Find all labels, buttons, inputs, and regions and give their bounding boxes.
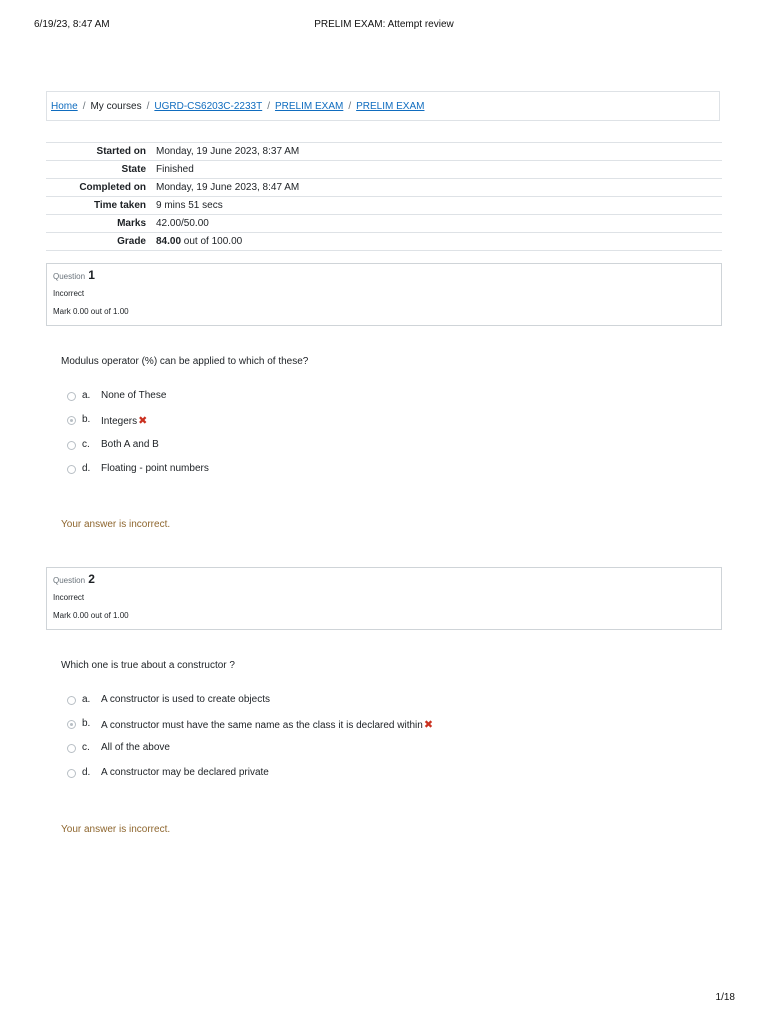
breadcrumb-separator: / [348,101,352,112]
summary-label: Started on [46,143,152,161]
option-letter: d. [82,463,91,474]
option-text-wrap [101,414,147,427]
summary-value: Monday, 19 June 2023, 8:47 AM [152,179,722,197]
incorrect-x-icon: ✖ [423,719,434,731]
radio-button[interactable] [67,441,76,450]
question-number-value: 2 [88,572,95,586]
radio-button[interactable] [67,769,76,778]
print-header [0,19,768,33]
question-state: Incorrect [53,593,85,602]
summary-value: Finished [152,161,722,179]
summary-row-marks [46,215,722,233]
question-mark: Mark 0.00 out of 1.00 [53,307,129,316]
question-number-value: 1 [88,268,95,282]
question-2-feedback: Your answer is incorrect. [61,824,171,835]
option-text: A constructor may be declared private [101,767,269,778]
option-letter: a. [82,694,91,705]
option-text: Integers [101,416,138,427]
breadcrumb-home-link[interactable]: Home [51,101,78,112]
grade-out-of: out of 100.00 [181,236,243,247]
question-number [53,572,95,586]
option-letter: a. [82,390,91,401]
summary-label: Completed on [46,179,152,197]
summary-value [152,233,722,251]
option-text: Floating - point numbers [101,463,209,474]
option-letter: c. [82,742,90,753]
page-number: 1/18 [715,992,735,1003]
question-1-text: Modulus operator (%) can be applied to which of these? [61,356,309,367]
summary-label: Time taken [46,197,152,215]
summary-label: State [46,161,152,179]
summary-row-completed-on [46,179,722,197]
option-text: A constructor must have the same name as the class it is declared within [101,720,423,731]
radio-button[interactable] [67,465,76,474]
summary-row-grade [46,233,722,251]
question-label: Question [53,272,86,281]
breadcrumb [46,91,720,121]
option-text: None of These [101,390,167,401]
breadcrumb-separator: / [82,101,86,112]
option-text-wrap [101,718,433,731]
summary-label: Grade [46,233,152,251]
option-letter: c. [82,439,90,450]
breadcrumb-separator: / [267,101,270,112]
breadcrumb-quiz-link[interactable]: PRELIM EXAM [356,101,425,112]
incorrect-x-icon: ✖ [138,415,148,427]
summary-row-state [46,161,722,179]
print-title: PRELIM EXAM: Attempt review [314,19,454,30]
summary-row-time-taken [46,197,722,215]
breadcrumb-section-link[interactable]: PRELIM EXAM [274,101,344,112]
summary-row-started-on [46,143,722,161]
radio-button-selected[interactable] [67,416,76,425]
question-mark: Mark 0.00 out of 1.00 [53,611,129,620]
option-letter: b. [82,718,91,729]
option-letter: b. [82,414,91,425]
question-label: Question [53,576,86,585]
radio-button[interactable] [67,744,76,753]
print-datetime: 6/19/23, 8:47 AM [34,19,110,30]
summary-value: 42.00/50.00 [152,215,722,233]
summary-label: Marks [46,215,152,233]
question-1-feedback: Your answer is incorrect. [61,519,171,530]
question-number [53,268,95,282]
breadcrumb-separator: / [146,101,150,112]
breadcrumb-my-courses: My courses [90,101,142,112]
option-letter: d. [82,767,91,778]
radio-button[interactable] [67,392,76,401]
summary-value: Monday, 19 June 2023, 8:37 AM [152,143,722,161]
radio-button-selected[interactable] [67,720,76,729]
radio-button[interactable] [67,696,76,705]
question-1-info [46,263,722,326]
breadcrumb-course-link[interactable]: UGRD-CS6203C-2233T [154,101,263,112]
option-text: All of the above [101,742,170,753]
option-text: Both A and B [101,439,159,450]
grade-score: 84.00 [156,236,182,247]
option-text: A constructor is used to create objects [101,694,270,705]
attempt-summary-table [46,142,722,251]
question-state: Incorrect [53,289,85,298]
question-2-info [46,567,722,630]
summary-value: 9 mins 51 secs [152,197,722,215]
question-2-text: Which one is true about a constructor ? [61,660,235,671]
